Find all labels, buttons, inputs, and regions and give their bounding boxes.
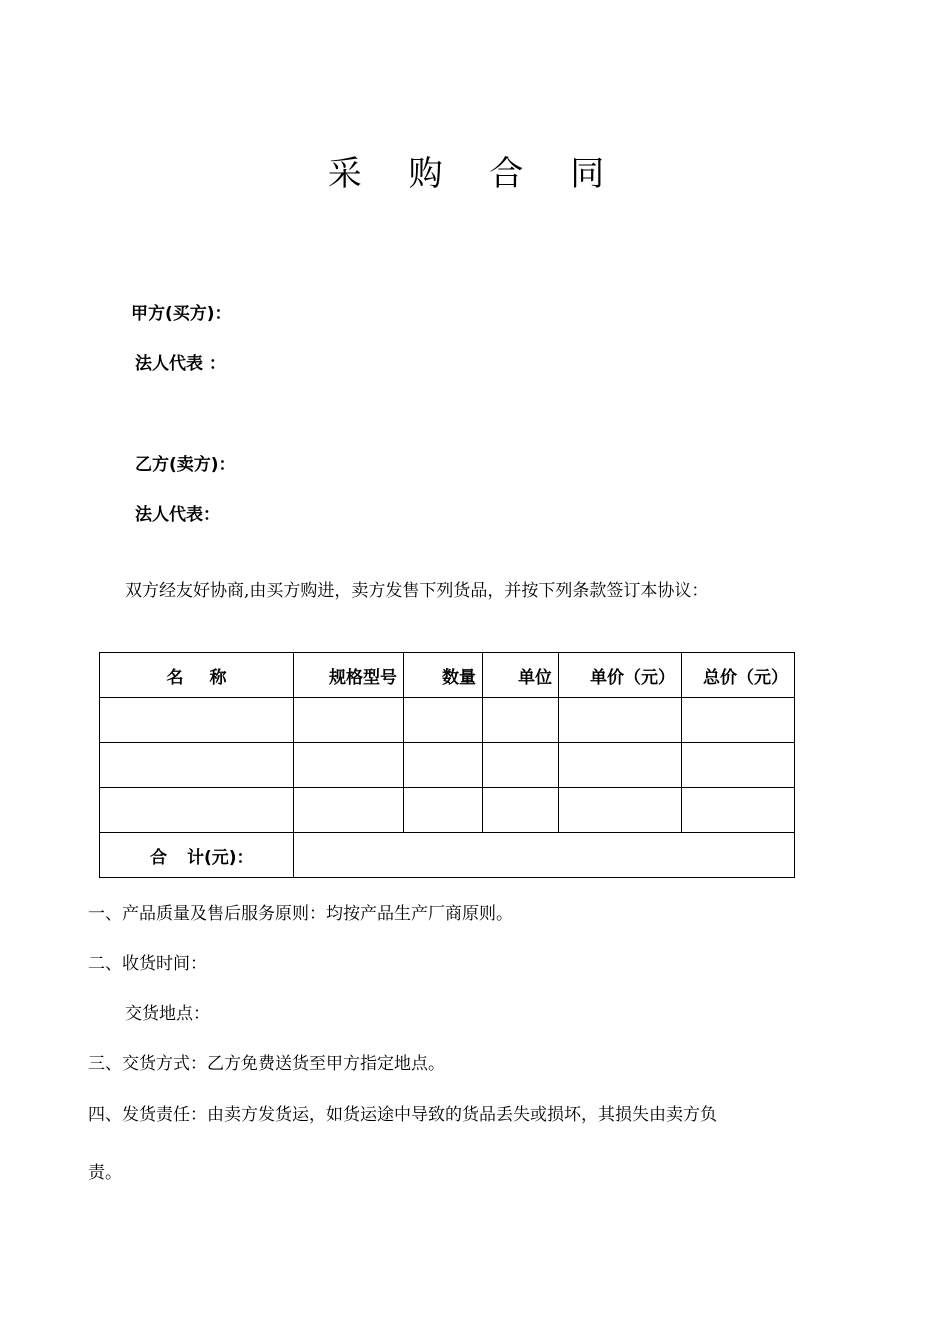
clause-shipping-responsibility: 四、发货责任：由卖方发货运，如货运途中导致的货品丢失或损坏，其损失由卖方负: [88, 1105, 717, 1125]
table-header-row: [100, 653, 795, 698]
table-cell[interactable]: [682, 743, 795, 788]
table-cell[interactable]: [483, 743, 559, 788]
table-cell[interactable]: [100, 743, 294, 788]
total-label: 合 计(元)：: [100, 833, 294, 878]
table-cell[interactable]: [294, 698, 404, 743]
contract-title: 采 购 合 同: [327, 154, 623, 194]
header-unit: 单位: [483, 653, 559, 698]
table-row: [100, 698, 795, 743]
clause-delivery-time: 二、收货时间：: [88, 954, 207, 974]
header-unit-price: 单价（元）: [559, 653, 682, 698]
table-cell[interactable]: [404, 698, 483, 743]
table-cell[interactable]: [294, 788, 404, 833]
table-cell[interactable]: [559, 743, 682, 788]
table-total-row: [100, 833, 795, 878]
buyer-label: 甲方(买方)：: [131, 304, 232, 324]
agreement-intro: 双方经友好协商,由买方购进，卖方发售下列货品，并按下列条款签订本协议：: [125, 581, 709, 601]
table-cell[interactable]: [404, 788, 483, 833]
table-cell[interactable]: [682, 788, 795, 833]
clause-quality: 一、产品质量及售后服务原则：均按产品生产厂商原则。: [88, 904, 513, 924]
header-total-price: 总价（元）: [682, 653, 795, 698]
table-cell[interactable]: [100, 788, 294, 833]
seller-representative-label: 法人代表：: [135, 505, 220, 525]
table-cell[interactable]: [483, 698, 559, 743]
table-row: [100, 743, 795, 788]
table-cell[interactable]: [404, 743, 483, 788]
clause-delivery-place: 交货地点：: [125, 1004, 210, 1024]
buyer-representative-label: 法人代表 ：: [135, 354, 226, 374]
header-quantity: 数量: [404, 653, 483, 698]
seller-label: 乙方(卖方)：: [135, 455, 236, 475]
clause-delivery-method: 三、交货方式：乙方免费送货至甲方指定地点。: [88, 1054, 445, 1074]
clause-shipping-responsibility-cont: 责。: [88, 1163, 122, 1183]
header-name: 名 称: [100, 653, 294, 698]
goods-table: [99, 652, 795, 878]
table-row: [100, 788, 795, 833]
header-spec: 规格型号: [294, 653, 404, 698]
table-cell[interactable]: [559, 698, 682, 743]
table-cell[interactable]: [100, 698, 294, 743]
table-cell[interactable]: [483, 788, 559, 833]
table-cell[interactable]: [559, 788, 682, 833]
table-cell[interactable]: [294, 743, 404, 788]
table-cell[interactable]: [682, 698, 795, 743]
total-value-cell[interactable]: [294, 833, 795, 878]
